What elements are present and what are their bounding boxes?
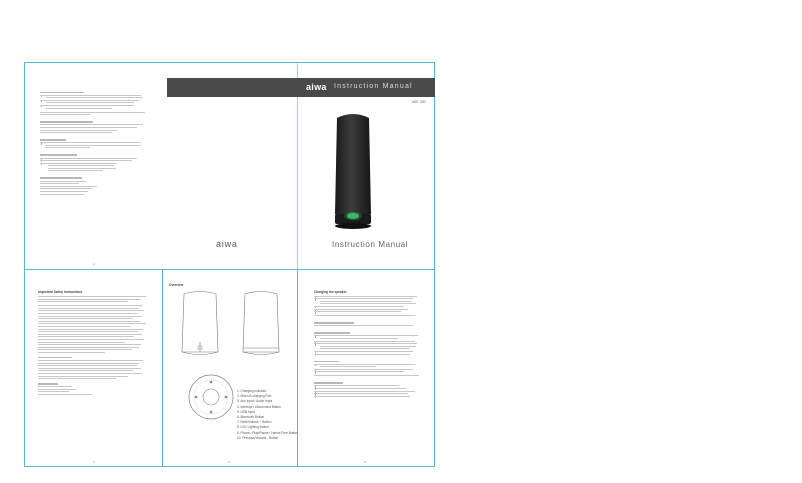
page-2-heading: Overview: [169, 283, 184, 287]
speaker-image: [331, 110, 375, 232]
page-1: [38, 290, 156, 458]
overview-label: 2. Micro-B charging Port: [237, 394, 272, 399]
back-page-number: 4: [93, 262, 95, 266]
overview-label: 4. Interrupt / Disconnect Button: [237, 404, 281, 409]
cut-line-middle: [24, 269, 434, 270]
overview-labels: [237, 389, 298, 441]
speaker-side-drawing: [238, 290, 284, 360]
cover-title-bottom: Instruction Manual: [332, 240, 409, 249]
overview-label: 3. Aux input / Audio Input: [237, 399, 273, 404]
cut-line-bottom: [24, 466, 434, 467]
page-1-heading: Important Safety Instructions: [38, 290, 83, 294]
overview-label: 8. LED Lighting Button: [237, 425, 269, 430]
cut-line-left: [24, 62, 25, 467]
cover-model-number: ABT-300: [412, 100, 426, 104]
cut-line-right: [434, 62, 435, 467]
page-2-number: 2: [228, 460, 230, 464]
cover-brand-logo: aiwa: [306, 82, 327, 92]
page-3-number: 3: [364, 460, 366, 464]
back-page: [40, 88, 158, 258]
overview-label: 1. Charging indicator: [237, 389, 267, 393]
overview-label: 9. Phone / Play/Pause / Hands Free Button: [237, 430, 298, 435]
cover-title-top: Instruction Manual: [334, 83, 413, 90]
speaker-top-button-drawing: [186, 372, 236, 422]
page-3-heading: Charging the speaker: [314, 290, 347, 294]
fold-line-1: [162, 270, 163, 466]
overview-label: 7. Next/Volume + Button: [237, 420, 272, 425]
overview-label: 5. USB Input: [237, 409, 256, 414]
page-1-number: 1: [93, 460, 95, 464]
cut-line-top: [24, 62, 434, 63]
overview-label: 6. Bluetooth Button: [237, 415, 265, 420]
page-3: [314, 290, 432, 458]
speaker-front-drawing: [178, 290, 222, 360]
overview-label: 10. Previous/Volume - Button: [237, 435, 279, 440]
cover-brand-logo-bottom: aiwa: [216, 239, 238, 249]
